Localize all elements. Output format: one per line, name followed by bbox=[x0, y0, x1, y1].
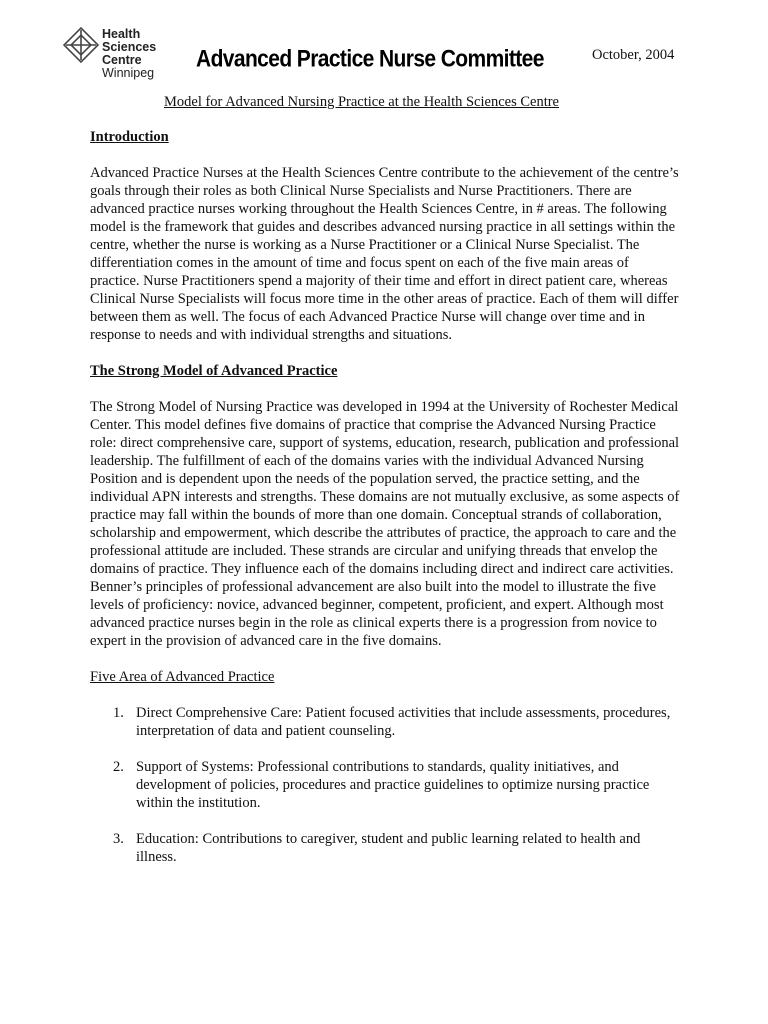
logo-line-1: Health bbox=[102, 27, 141, 41]
logo-line-4: Winnipeg bbox=[102, 66, 155, 80]
strong-model-paragraph: The Strong Model of Nursing Practice was developed in 1994 at the University of Rochester Medical Center. This model defines five domains of practice that comprise the Advanced Nursing Practice role: direct comprehensive care, support of systems, education, research, publication and professional leadership. The fulfillment of each of the domains varies with the individual Advanced Nursing Position and is dependent upon the needs of the population served, the practice setting, and the individual APN interests and strengths. These domains are not mutually exclusive, as some aspects of practice may fall within the bounds of more than one domain. Conceptual strands of collaboration, scholarship and empowerment, which describe the attributes of practice, the approach to care and the professional attitude are included. These strands are circular and unifying threads that envelop the domains of practice. They influence each of the domains including direct and indirect care activities. Benner’s principles of professional advancement are also built into the model to illustrate the five levels of proficiency: novice, advanced beginner, competent, proficient, and expert. Although most advanced practice nurses begin in the role as clinical experts there is a progression from novice to expert in the provision of advanced care in the five domains. bbox=[90, 399, 680, 649]
hsc-logo-icon bbox=[62, 26, 100, 64]
introduction-heading: Introduction bbox=[90, 129, 169, 145]
introduction-paragraph: Advanced Practice Nurses at the Health Sciences Centre contribute to the achievement of the centre’s goals through their roles as both Clinical Nurse Specialists and Nurse Practitioners. There are advanced practice nurses working throughout the Health Sciences Centre, in # areas. The following model is the framework that guides and describes advanced nursing practice in all settings within the centre, whether the nurse is working as a Nurse Practitioner or a Clinical Nurse Specialist. The differentiation comes in the amount of time and focus spent on each of the five main areas of practice. Nurse Practitioners spend a majority of their time and effort in direct patient care, whereas Clinical Nurse Specialists will focus more time in the other areas of practice. Each of them will differ between them as well. The focus of each Advanced Practice Nurse will change over time and in response to needs and with individual strengths and situations. bbox=[90, 165, 679, 343]
document-title: Model for Advanced Nursing Practice at the Health Sciences Centre bbox=[164, 94, 559, 110]
list-item-text: Support of Systems: Professional contributions to standards, quality initiatives, and development of policies, procedures and practice guidelines to optimize nursing practice within the institution. bbox=[136, 759, 650, 811]
hsc-logo bbox=[62, 22, 172, 82]
list-item-text: Education: Contributions to caregiver, student and public learning related to health and illness. bbox=[136, 831, 641, 865]
list-item-number: 2. bbox=[113, 759, 124, 775]
list-item-number: 1. bbox=[113, 705, 124, 721]
document-body bbox=[90, 128, 680, 884]
committee-title: Advanced Practice Nurse Committee bbox=[196, 46, 544, 73]
logo-text bbox=[102, 28, 156, 80]
five-areas-list bbox=[90, 704, 680, 866]
document-date: October, 2004 bbox=[592, 47, 675, 63]
strong-model-heading: The Strong Model of Advanced Practice bbox=[90, 363, 338, 379]
list-item bbox=[90, 758, 680, 812]
five-areas-heading: Five Area of Advanced Practice bbox=[90, 669, 275, 685]
list-item-number: 3. bbox=[113, 831, 124, 847]
list-item bbox=[90, 830, 680, 866]
list-item bbox=[90, 704, 680, 740]
logo-line-2: Sciences bbox=[102, 40, 157, 54]
list-item-text: Direct Comprehensive Care: Patient focused activities that include assessments, procedures, interpretation of data and patient counseling. bbox=[136, 705, 671, 739]
logo-line-3: Centre bbox=[102, 53, 142, 67]
